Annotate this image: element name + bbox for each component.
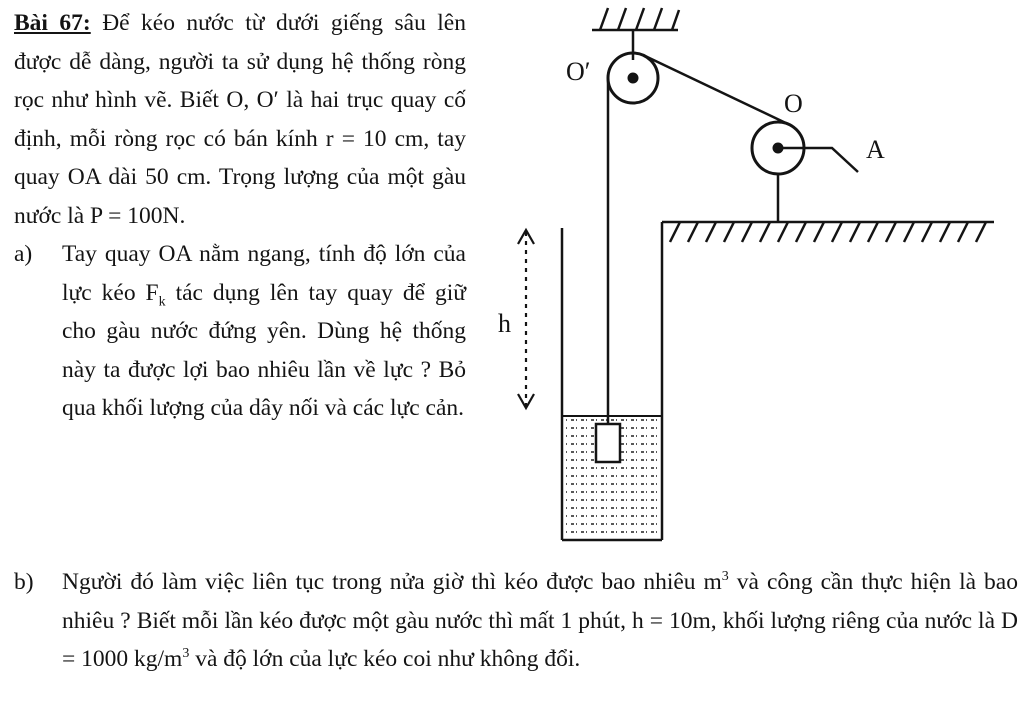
problem-intro-text: Để kéo nước từ dưới giếng sâu lên được dễ dàng, người ta sử dụng hệ thống ròng rọc như hình vẽ. Biết O, O′ là hai trục quay cố định, mỗi ròng rọc có bán kính r = 10 cm, tay quay OA dài 50 cm. Trọng lượng của một gàu nước là P = 100N. (14, 10, 466, 229)
part-b-text-2: và công cần thực hiện là bao nhiêu ? Biết mỗi lần kéo được một gàu nước thì mất 1 phút, h = 10m, khối lượng riêng của nước là D = 1000 kg/m (62, 569, 1018, 672)
problem-text-left (14, 4, 466, 428)
part-a-text-2: tác dụng lên tay quay để giữ cho gàu nước đứng yên. Dùng hệ thống này ta được lợi bao nhiêu lần về lực ? Bỏ qua khối lượng của dây nối và các lực cản. (62, 279, 467, 421)
part-a-text-1: Tay quay OA nằm ngang, tính độ lớn của lực kéo F (62, 241, 466, 306)
part-b (14, 563, 1018, 679)
label-o: O (784, 89, 803, 118)
crank-handle-oa (778, 148, 858, 172)
part-a-tag: a) (14, 241, 33, 267)
part-b-text-1: Người đó làm việc liên tục trong nửa giờ thì kéo được bao nhiêu m (62, 569, 722, 595)
problem-label: Bài 67: (14, 10, 91, 36)
part-b-sup-1: 3 (721, 569, 729, 585)
label-o-prime: O′ (566, 57, 591, 86)
force-subscript: k (158, 294, 166, 310)
label-a: A (866, 135, 885, 164)
part-b-text-3: và độ lớn của lực kéo coi như không đổi. (189, 646, 581, 672)
pulley-o (752, 122, 804, 222)
rope-connecting (643, 55, 790, 125)
part-b-tag: b) (14, 569, 34, 595)
problem-intro (14, 4, 466, 235)
pulley-well-diagram (480, 0, 1024, 560)
ground-surface (662, 222, 994, 242)
water-bucket (596, 424, 620, 462)
problem-text-bottom (14, 563, 1018, 679)
depth-arrow-h (518, 230, 534, 408)
part-a (14, 235, 466, 428)
pulley-o-prime (608, 53, 658, 103)
label-h: h (498, 309, 511, 338)
part-b-sup-2: 3 (182, 646, 190, 662)
